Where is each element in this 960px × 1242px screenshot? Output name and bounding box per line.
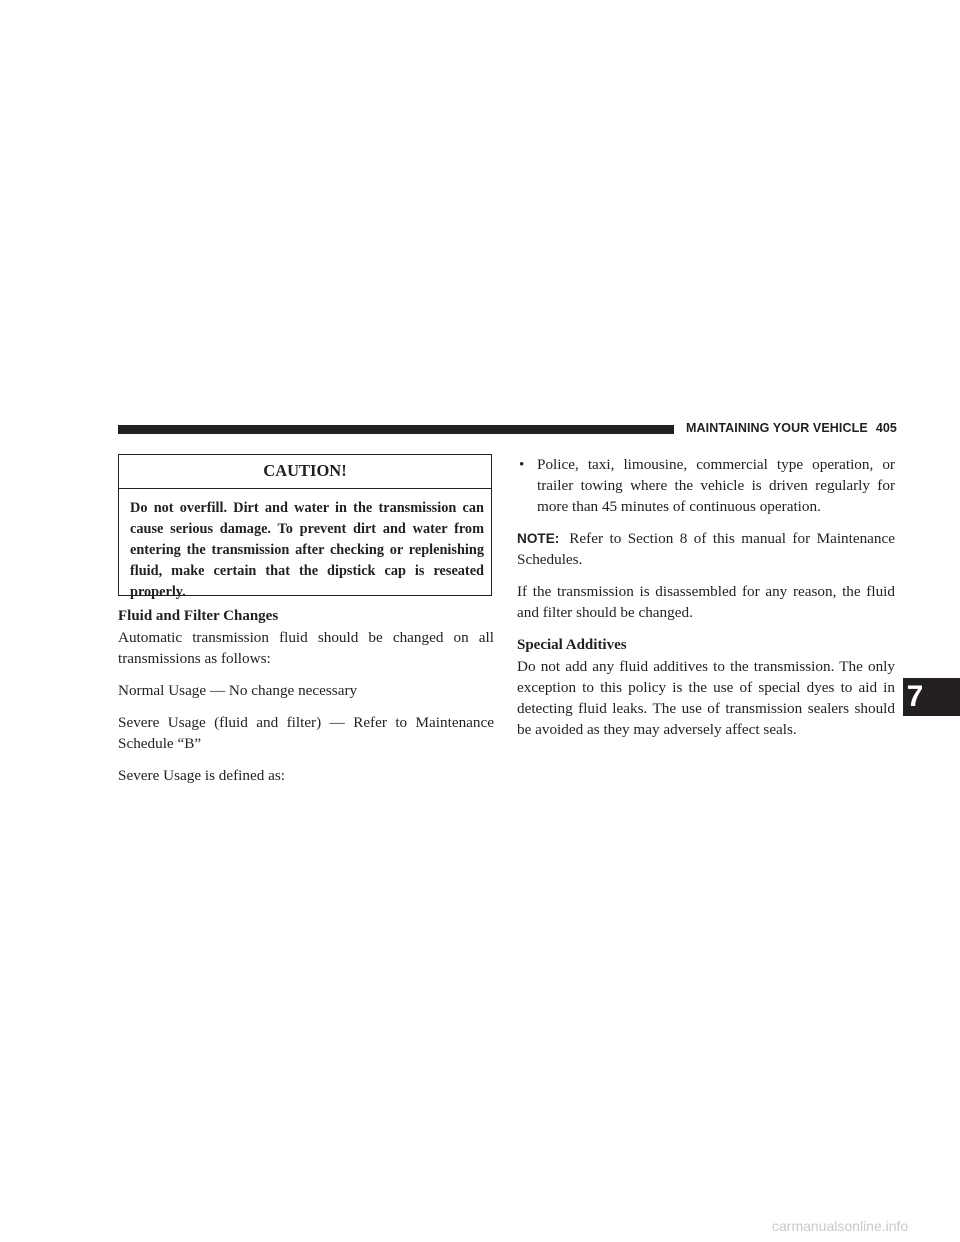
paragraph: Severe Usage is defined as: bbox=[118, 767, 286, 784]
caution-box bbox=[118, 454, 492, 600]
chapter-number: 7 bbox=[906, 680, 924, 713]
section-heading-fluid-filter: Fluid and Filter Changes bbox=[118, 608, 279, 624]
section-heading-special-additives: Special Additives bbox=[517, 637, 627, 653]
paragraph: Severe Usage (fluid and filter) — Refer to Maintenance Schedule “B” bbox=[118, 714, 494, 752]
note bbox=[517, 528, 895, 570]
paragraph: Automatic transmission fluid should be changed on all transmissions as follows: bbox=[118, 629, 494, 667]
right-column bbox=[517, 454, 895, 740]
note-label: NOTE: bbox=[517, 531, 560, 546]
bullet-text: Police, taxi, limousine, commercial type operation, or trailer towing where the vehicle is driven regularly for more than 45 minutes of continuous operation. bbox=[537, 456, 895, 515]
caution-body: Do not overfill. Dirt and water in the transmission can cause serious damage. To prevent dirt and water from entering the transmission after checking or replenishing fluid, make certain that the dipstick cap is reseated properly. bbox=[130, 500, 484, 600]
note-text: Refer to Section 8 of this manual for Maintenance Schedules. bbox=[517, 530, 895, 568]
running-header bbox=[686, 421, 897, 435]
paragraph: If the transmission is disassembled for any reason, the fluid and filter should be changed. bbox=[517, 583, 895, 621]
bullet-marker: • bbox=[519, 456, 525, 473]
page-number: 405 bbox=[875, 421, 897, 435]
watermark: carmanualsonline.info bbox=[772, 1218, 909, 1234]
paragraph: Normal Usage — No change necessary bbox=[118, 682, 358, 699]
section-title: MAINTAINING YOUR VEHICLE bbox=[686, 421, 868, 435]
paragraph: Do not add any fluid additives to the transmission. The only exception to this policy is the use of special dyes to aid in detecting fluid leaks. The use of transmission sealers should be avoided as they may adversely affect seals. bbox=[517, 658, 895, 738]
header-rule bbox=[118, 425, 674, 434]
caution-title: CAUTION! bbox=[119, 455, 491, 489]
left-column bbox=[118, 454, 494, 786]
bullet-item bbox=[517, 454, 895, 517]
